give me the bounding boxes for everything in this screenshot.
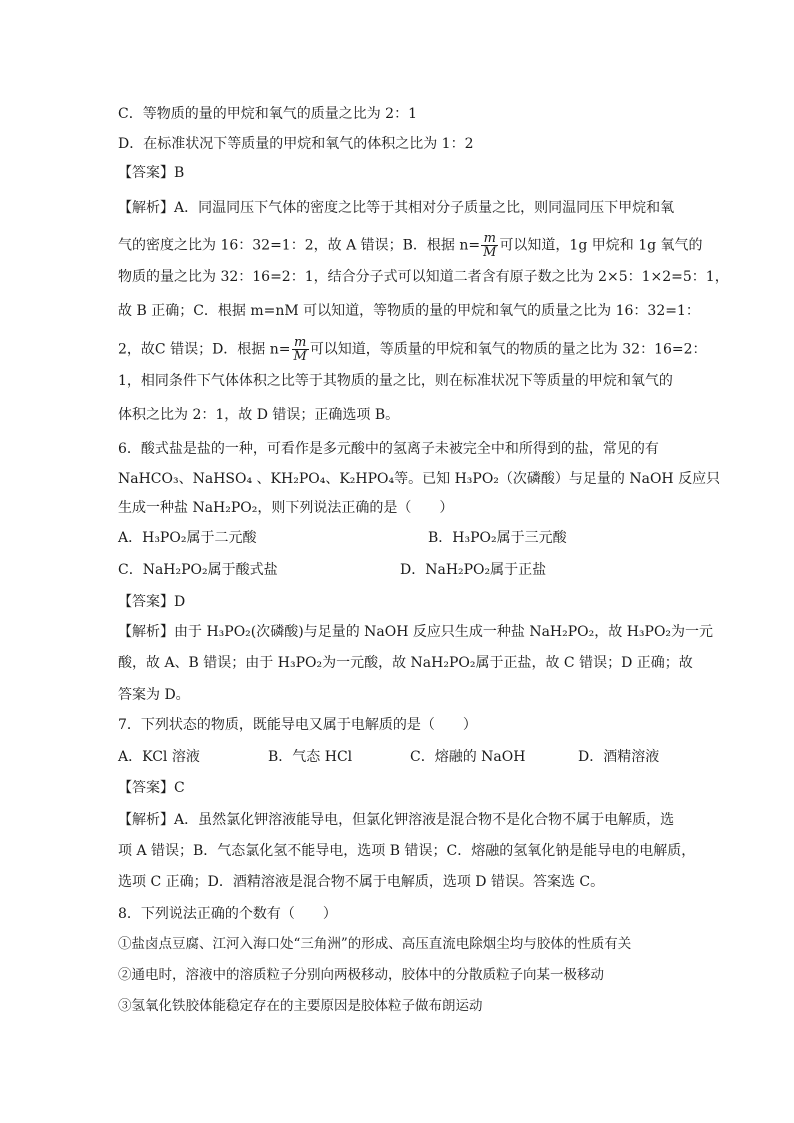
q5-option-d: D．在标准状况下等质量的甲烷和氧气的体积之比为 1：2 (118, 136, 474, 152)
q6-analysis-line-3: 答案为 D。 (118, 687, 190, 703)
q7-option-b: B．气态 HCl (268, 749, 353, 765)
q6-option-c: C．NaH₂PO₂属于酸式盐 (118, 562, 278, 578)
q6-option-d: D．NaH₂PO₂属于正盐 (400, 562, 547, 578)
q6-stem-line-3: 生成一种盐 NaH₂PO₂，则下列说法正确的是（ ） (118, 500, 454, 516)
q8-item-3: ③氢氧化铁胶体能稳定存在的主要原因是胶体粒子做布朗运动 (118, 998, 483, 1014)
q6-analysis-line-2: 酸，故 A、B 错误；由于 H₃PO₂为一元酸，故 NaH₂PO₂属于正盐，故 C 错误；D 正确；故 (118, 655, 693, 671)
q6-stem-line-1: 6．酸式盐是盐的一种，可看作是多元酸中的氢离子未被完全中和所得到的盐，常见的有 (118, 441, 659, 457)
q8-item-2: ②通电时，溶液中的溶质粒子分别向两极移动，胶体中的分散质粒子向某一极移动 (118, 967, 604, 983)
q5-analysis-line-7: 体积之比为 2：1，故 D 错误；正确选项 B。 (118, 407, 400, 423)
q7-option-d: D．酒精溶液 (578, 749, 660, 765)
q7-stem: 7．下列状态的物质，既能导电又属于电解质的是（ ） (118, 717, 477, 733)
q5-analysis-line-5: 2，故C 错误；D．根据 n= $\frac{m}{M}$ 可以知道，等质量的甲烷和氧气的物质的量之比为 32：16=2： (118, 335, 707, 364)
q7-analysis-line-3: 选项 C 正确；D．酒精溶液是混合物不属于电解质，选项 D 错误。答案选 C。 (118, 874, 605, 890)
fraction-m-over-M: $\frac{m}{M}$ (293, 335, 307, 364)
q6-answer: 【答案】D (118, 594, 186, 610)
q5-analysis-line-6: 1，相同条件下气体体积之比等于其物质的量之比，则在标准状况下等质量的甲烷和氧气的 (118, 373, 673, 389)
q7-analysis-line-1: 【解析】A．虽然氯化钾溶液能导电，但氯化钾溶液是混合物不是化合物不属于电解质，选 (118, 812, 675, 828)
q6-option-a: A．H₃PO₂属于二元酸 (118, 530, 257, 546)
q7-option-c: C．熔融的 NaOH (410, 749, 526, 765)
q8-item-1: ①盐卤点豆腐、江河入海口处“三角洲”的形成、高压直流电除烟尘均与胶体的性质有关 (118, 936, 632, 952)
q5-analysis-line-4: 故 B 正确；C．根据 m=nM 可以知道，等物质的量的甲烷和氧气的质量之比为 16：32=1： (118, 303, 700, 319)
q6-analysis-line-1: 【解析】由于 H₃PO₂(次磷酸)与足量的 NaOH 反应只生成一种盐 NaH₂PO₂，故 H₃PO₂为一元 (118, 624, 714, 640)
q5-answer: 【答案】B (118, 165, 185, 181)
q6-stem-line-2: NaHCO₃、NaHSO₄ 、KH₂PO₄、K₂HPO₄等。已知 H₃PO₂（次磷酸）与足量的 NaOH 反应只 (118, 471, 721, 487)
q8-stem: 8．下列说法正确的个数有（ ） (118, 906, 337, 922)
q5-analysis-line-3: 物质的量之比为 32：16=2：1，结合分子式可以知道二者含有原子数之比为 2×5：1×2=5：1， (118, 269, 729, 285)
q6-option-b: B．H₃PO₂属于三元酸 (428, 530, 567, 546)
q7-analysis-line-2: 项 A 错误；B．气态氯化氢不能导电，选项 B 错误；C．熔融的氢氧化钠是能导电的电解质， (118, 843, 696, 859)
q7-answer: 【答案】C (118, 780, 185, 796)
q5-option-c: C．等物质的量的甲烷和氧气的质量之比为 2：1 (118, 106, 417, 122)
q5-analysis-line-1: 【解析】A．同温同压下气体的密度之比等于其相对分子质量之比，则同温同压下甲烷和氧 (118, 200, 675, 216)
q5-analysis-line-2: 气的密度之比为 16：32=1：2，故 A 错误；B．根据 n= $\frac{m}{M}$ 可以知道，1g 甲烷和 1g 氧气的 (118, 231, 703, 260)
q7-option-a: A．KCl 溶液 (118, 749, 200, 765)
fraction-m-over-M: $\frac{m}{M}$ (483, 231, 497, 260)
